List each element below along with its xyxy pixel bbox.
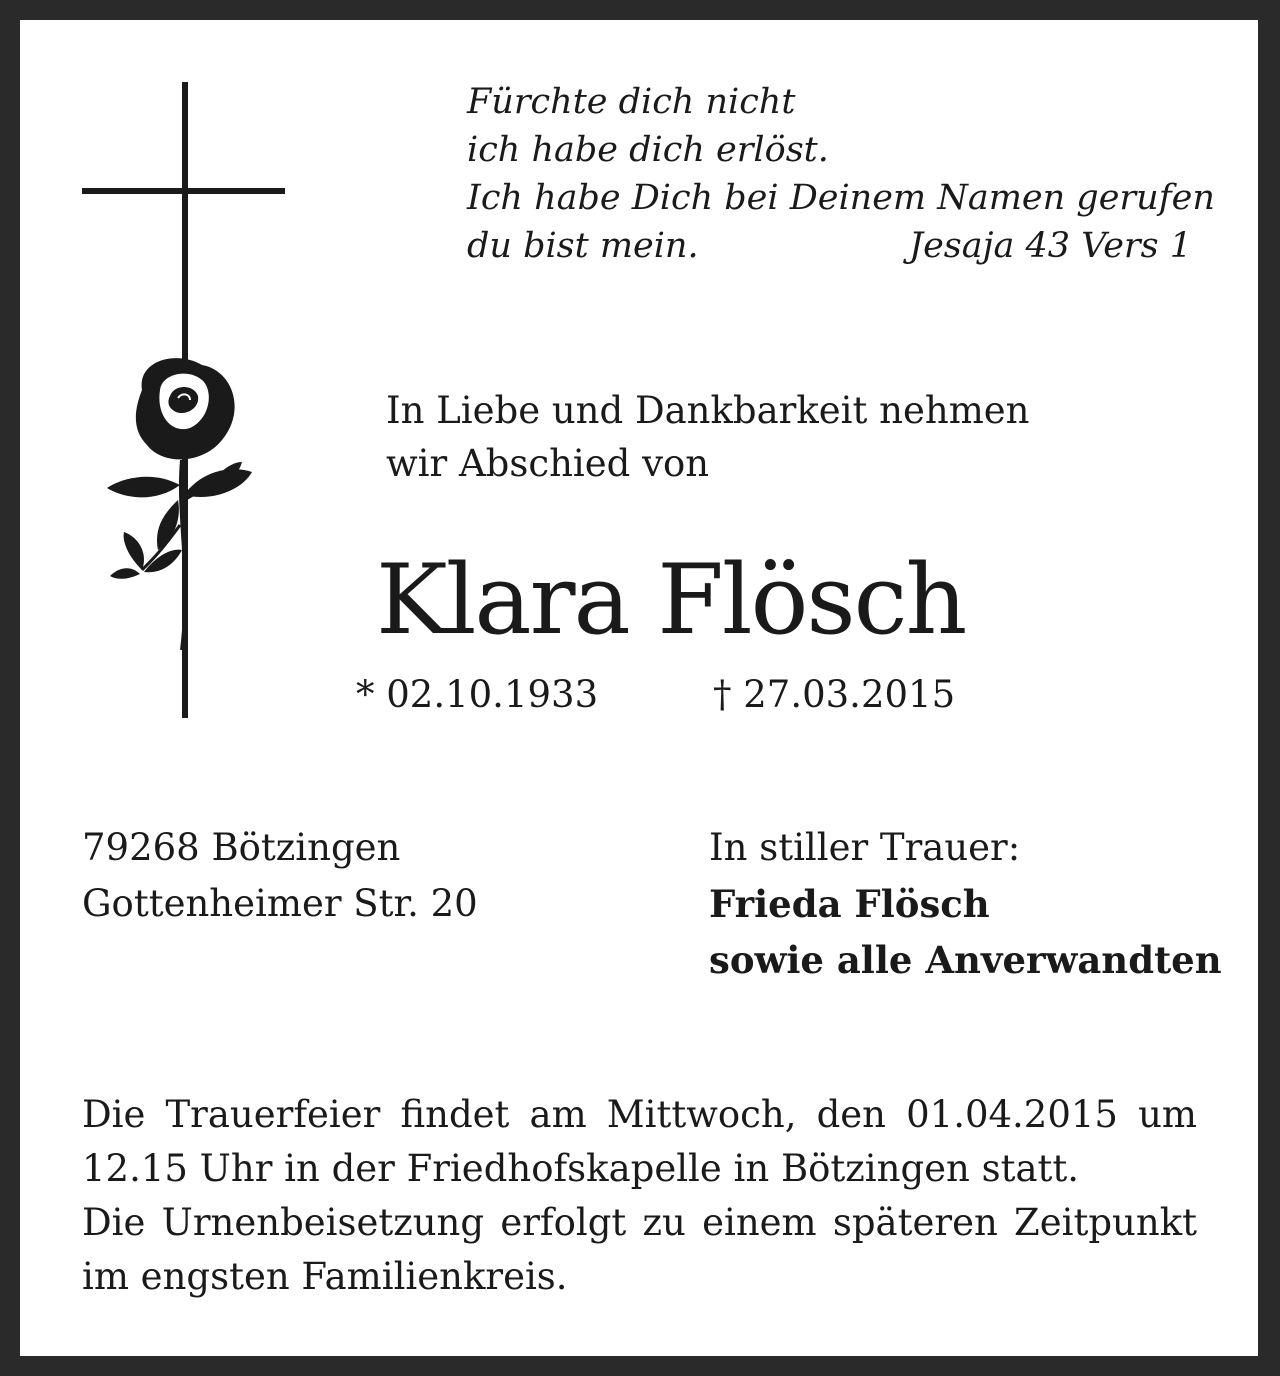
verse-line: du bist mein. (467, 226, 699, 266)
notice-paragraph-2: Die Urnenbeisetzung erfolgt zu einem späteren Zeitpunkt im engsten Familienkreis. (82, 1201, 1197, 1298)
mourners-block (709, 820, 1222, 988)
verse-line: ich habe dich erlöst. (467, 130, 829, 170)
cross-crossbar (82, 188, 285, 194)
mourners-heading: In stiller Trauer: (709, 826, 1021, 869)
intro-line-1: In Liebe und Dankbarkeit nehmen (386, 389, 1030, 432)
rose-icon (82, 350, 262, 650)
address-line-1: 79268 Bötzingen (82, 826, 401, 869)
bible-verse (467, 78, 1215, 270)
deceased-name: Klara Flösch (376, 544, 966, 656)
address-block (82, 820, 478, 932)
intro-line-2: wir Abschied von (386, 442, 710, 485)
mourners-others: sowie alle Anverwandten (709, 938, 1222, 982)
death-date: † 27.03.2015 (713, 673, 956, 716)
funeral-notice (82, 1088, 1197, 1304)
address-line-2: Gottenheimer Str. 20 (82, 882, 478, 925)
notice-paragraph-1: Die Trauerfeier findet am Mittwoch, den 01.04.2015 um 12.15 Uhr in der Friedhofskapelle in Bötzingen statt. (82, 1093, 1197, 1190)
verse-reference: Jesaja 43 Vers 1 (909, 226, 1192, 266)
birth-date: * 02.10.1933 (356, 673, 599, 716)
verse-line: Fürchte dich nicht (467, 82, 796, 122)
verse-line: Ich habe Dich bei Deinem Namen gerufen (467, 178, 1215, 218)
mourner-name: Frieda Flösch (709, 882, 990, 926)
obituary-card (20, 20, 1258, 1356)
intro-text (386, 384, 1030, 490)
